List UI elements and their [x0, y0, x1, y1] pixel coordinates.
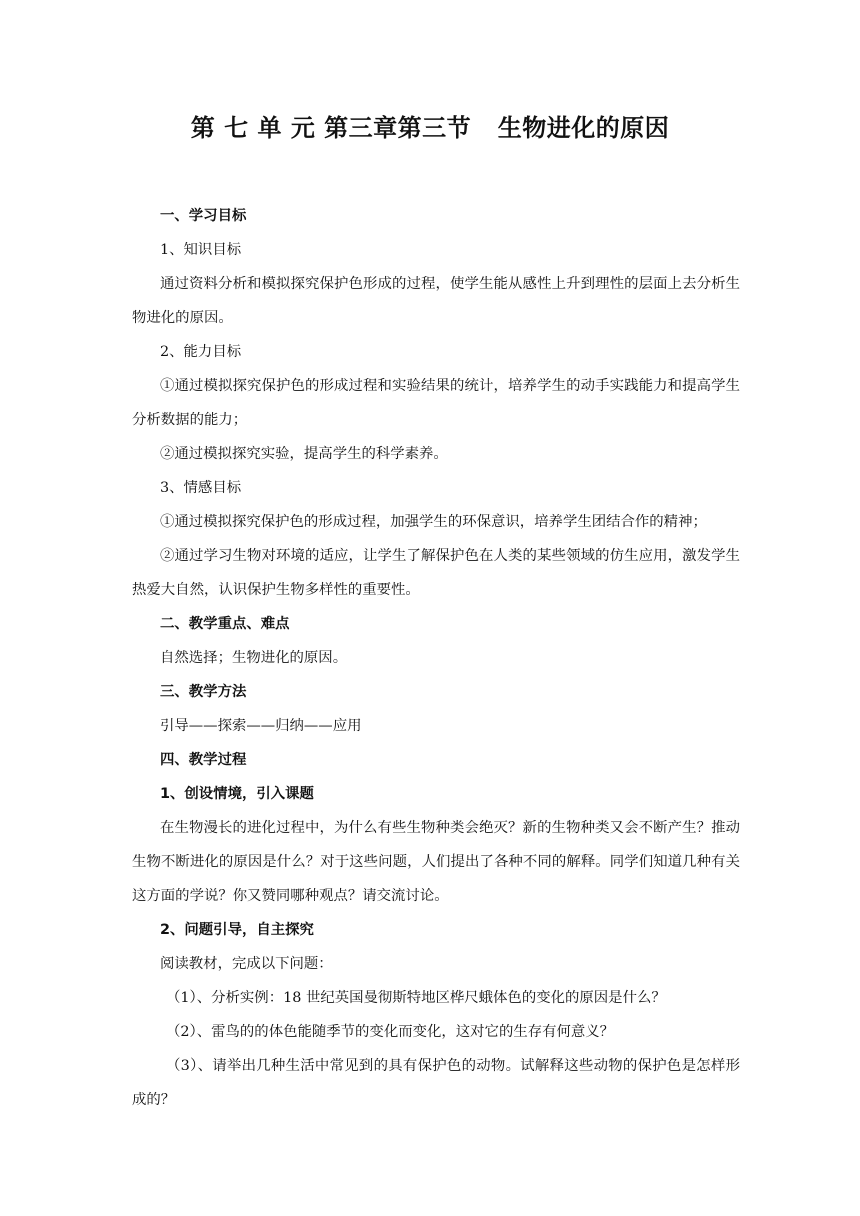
subheading-scenario: 1、创设情境，引入课题 — [160, 786, 314, 802]
paragraph: 阅读教材，完成以下问题： — [160, 956, 333, 972]
question-item: （1）、分析实例：18 世纪英国曼彻斯特地区桦尺蛾体色的变化的原因是什么？ — [166, 990, 666, 1006]
document-body — [132, 199, 740, 1117]
paragraph: ②通过模拟探究实验，提高学生的科学素养。 — [160, 446, 448, 462]
subheading-inquiry: 2、问题引导，自主探究 — [160, 922, 314, 938]
paragraph: ①通过模拟探究保护色的形成过程，加强学生的环保意识，培养学生团结合作的精神； — [160, 514, 707, 530]
section-heading-method: 三、教学方法 — [160, 684, 247, 700]
subheading-ability-goal: 2、能力目标 — [160, 344, 242, 360]
paragraph: ②通过学习生物对环境的适应，让学生了解保护色在人类的某些领域的仿生应用，激发学生热爱大自然，认识保护生物多样性的重要性。 — [132, 548, 740, 598]
question-item: （2）、雷鸟的的体色能随季节的变化而变化，这对它的生存有何意义？ — [166, 1024, 615, 1040]
section-heading-key-points: 二、教学重点、难点 — [160, 616, 290, 632]
paragraph: 引导——探索——归纳——应用 — [160, 718, 362, 734]
subheading-knowledge-goal: 1、知识目标 — [160, 242, 242, 258]
page-title: 第 七 单 元 第三章第三节 生物进化的原因 — [190, 114, 670, 142]
paragraph: 在生物漫长的进化过程中，为什么有些生物种类会绝灭？新的生物种类又会不断产生？推动生物不断进化的原因是什么？对于这些问题，人们提出了各种不同的解释。同学们知道几种有关这方面的学说？你又赞同哪种观点？请交流讨论。 — [132, 820, 740, 904]
section-heading-process: 四、教学过程 — [160, 752, 247, 768]
section-heading-objectives: 一、学习目标 — [160, 208, 247, 224]
paragraph: 自然选择；生物进化的原因。 — [160, 650, 348, 666]
subheading-emotion-goal: 3、情感目标 — [160, 480, 242, 496]
question-item: （3）、请举出几种生活中常见到的具有保护色的动物。试解释这些动物的保护色是怎样形成的？ — [132, 1058, 740, 1108]
paragraph: 通过资料分析和模拟探究保护色形成的过程，使学生能从感性上升到理性的层面上去分析生物进化的原因。 — [132, 276, 740, 326]
paragraph: ①通过模拟探究保护色的形成过程和实验结果的统计，培养学生的动手实践能力和提高学生分析数据的能力； — [132, 378, 740, 428]
